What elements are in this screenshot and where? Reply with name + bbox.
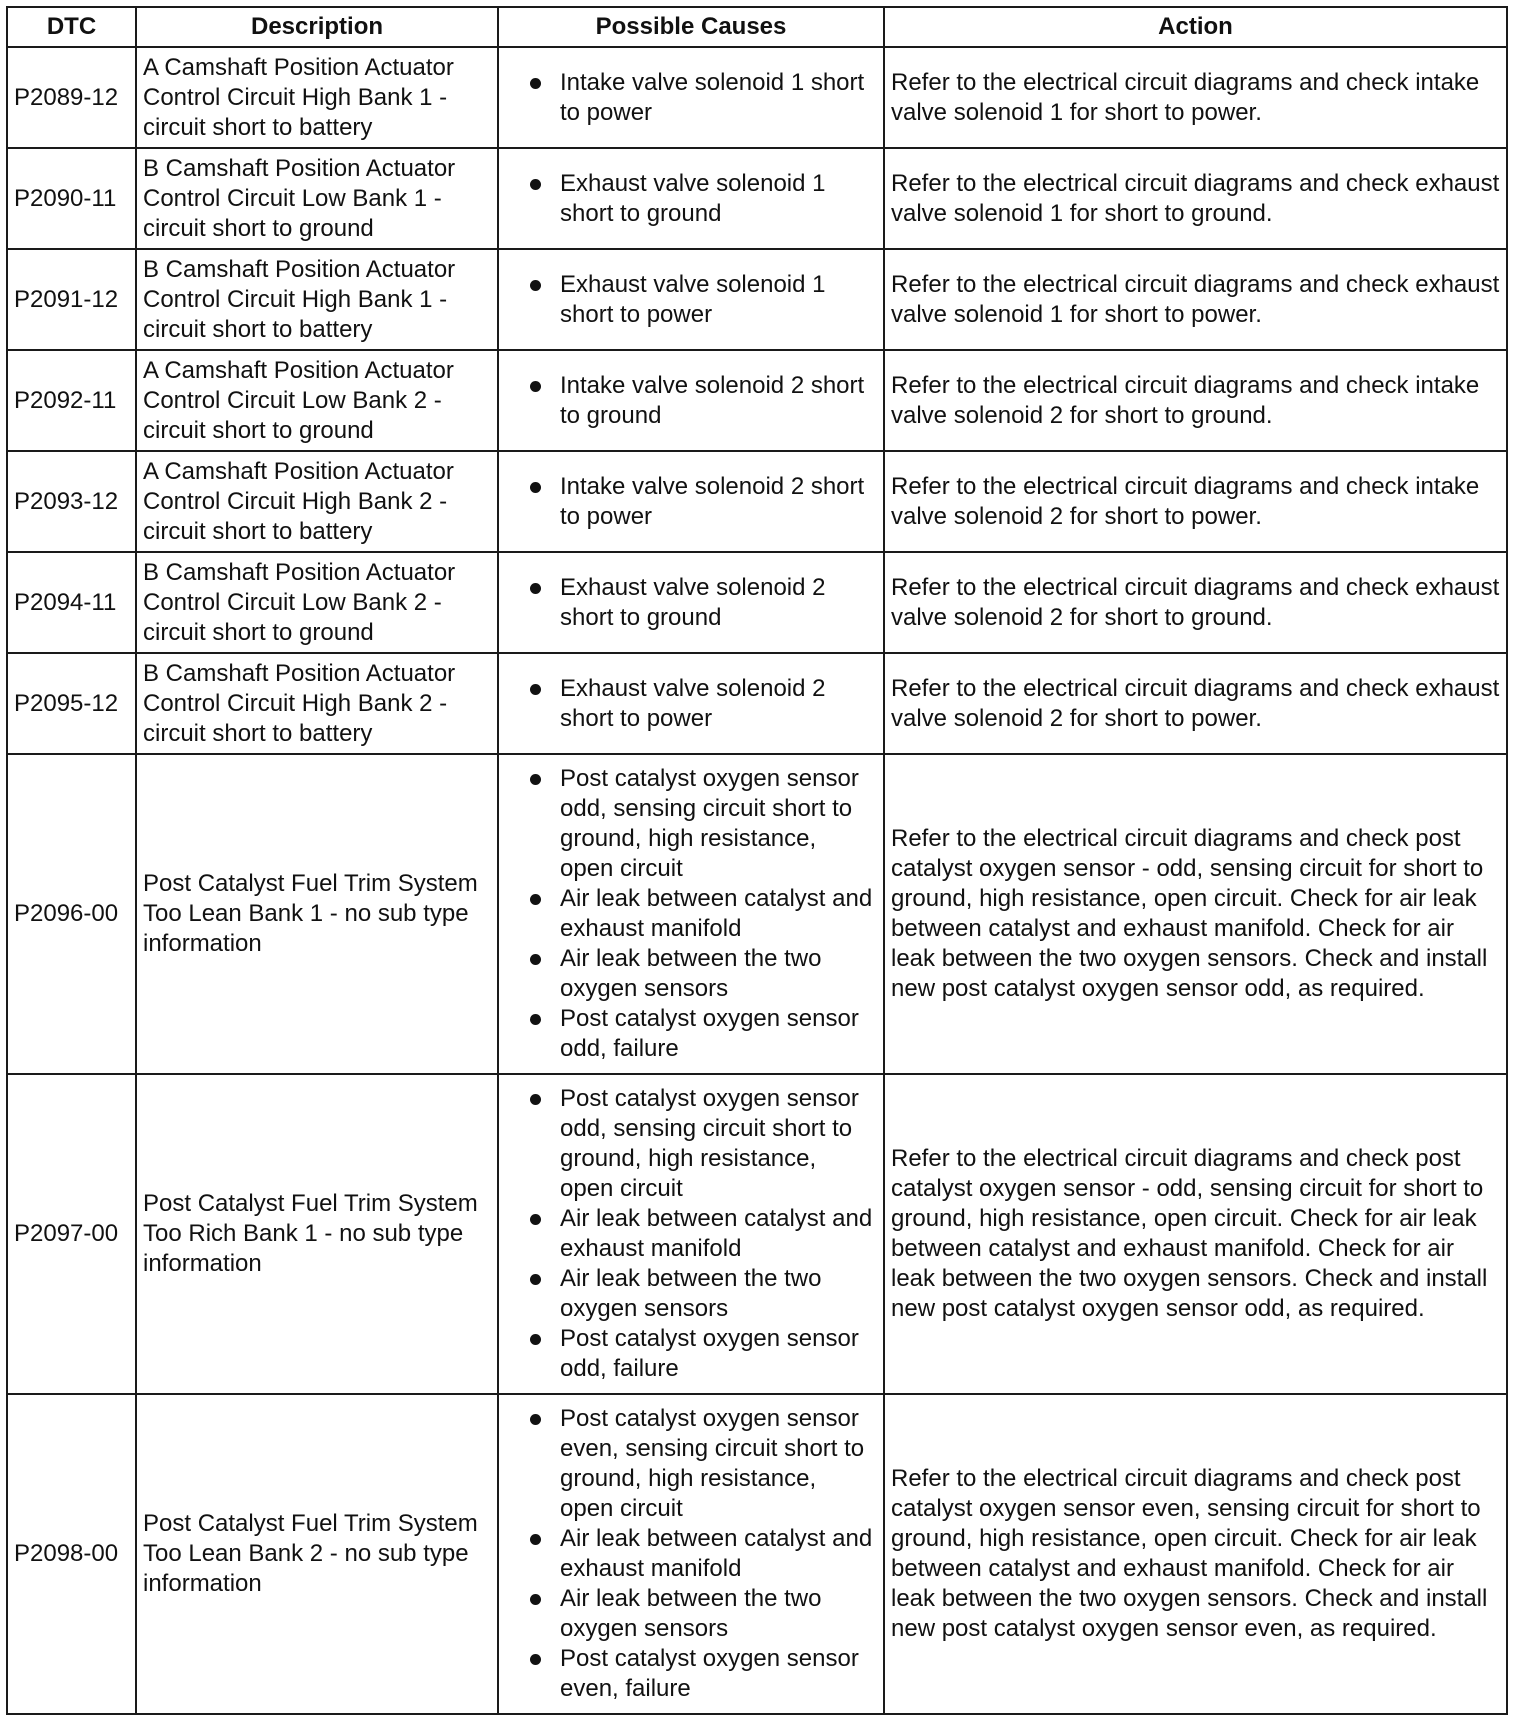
possible-causes-cell	[498, 754, 884, 1074]
cause-item: Air leak between the two oxygen sensors	[505, 1264, 877, 1324]
table-body	[7, 47, 1507, 1714]
dtc-code: P2095-12	[7, 653, 136, 754]
dtc-code: P2092-11	[7, 350, 136, 451]
action-text: Refer to the electrical circuit diagrams and check intake valve solenoid 2 for short to power.	[884, 451, 1507, 552]
cause-item: Air leak between the two oxygen sensors	[505, 944, 877, 1004]
table-row	[7, 1074, 1507, 1394]
dtc-table	[6, 6, 1508, 1715]
dtc-description: A Camshaft Position Actuator Control Circuit High Bank 2 - circuit short to battery	[136, 451, 498, 552]
possible-causes-cell	[498, 148, 884, 249]
dtc-code: P2096-00	[7, 754, 136, 1074]
cause-item: Exhaust valve solenoid 2 short to power	[505, 674, 877, 734]
dtc-description: B Camshaft Position Actuator Control Circuit High Bank 1 - circuit short to battery	[136, 249, 498, 350]
table-row	[7, 451, 1507, 552]
action-text: Refer to the electrical circuit diagrams and check intake valve solenoid 1 for short to power.	[884, 47, 1507, 148]
cause-item: Intake valve solenoid 2 short to power	[505, 472, 877, 532]
dtc-description: Post Catalyst Fuel Trim System Too Lean Bank 2 - no sub type information	[136, 1394, 498, 1714]
table-header	[7, 7, 1507, 47]
possible-causes-cell	[498, 249, 884, 350]
table-row	[7, 249, 1507, 350]
cause-list	[505, 674, 877, 734]
cause-list	[505, 573, 877, 633]
cause-list	[505, 764, 877, 1064]
cause-list	[505, 68, 877, 128]
table-row	[7, 653, 1507, 754]
cause-item: Air leak between the two oxygen sensors	[505, 1584, 877, 1644]
cause-item: Intake valve solenoid 1 short to power	[505, 68, 877, 128]
cause-list	[505, 371, 877, 431]
possible-causes-cell	[498, 1074, 884, 1394]
table-row	[7, 47, 1507, 148]
action-text: Refer to the electrical circuit diagrams and check exhaust valve solenoid 1 for short to ground.	[884, 148, 1507, 249]
dtc-code: P2090-11	[7, 148, 136, 249]
cause-item: Post catalyst oxygen sensor odd, sensing circuit short to ground, high resistance, open circuit	[505, 1084, 877, 1204]
dtc-description: A Camshaft Position Actuator Control Circuit Low Bank 2 - circuit short to ground	[136, 350, 498, 451]
header-row	[7, 7, 1507, 47]
cause-item: Air leak between catalyst and exhaust manifold	[505, 884, 877, 944]
dtc-description: B Camshaft Position Actuator Control Circuit Low Bank 1 - circuit short to ground	[136, 148, 498, 249]
action-text: Refer to the electrical circuit diagrams and check intake valve solenoid 2 for short to ground.	[884, 350, 1507, 451]
cause-list	[505, 270, 877, 330]
action-text: Refer to the electrical circuit diagrams and check exhaust valve solenoid 1 for short to power.	[884, 249, 1507, 350]
cause-list	[505, 1404, 877, 1704]
dtc-code: P2094-11	[7, 552, 136, 653]
dtc-code: P2093-12	[7, 451, 136, 552]
dtc-description: B Camshaft Position Actuator Control Circuit Low Bank 2 - circuit short to ground	[136, 552, 498, 653]
dtc-code: P2089-12	[7, 47, 136, 148]
possible-causes-cell	[498, 350, 884, 451]
header-possible-causes: Possible Causes	[498, 7, 884, 47]
cause-item: Exhaust valve solenoid 2 short to ground	[505, 573, 877, 633]
possible-causes-cell	[498, 1394, 884, 1714]
action-text: Refer to the electrical circuit diagrams and check exhaust valve solenoid 2 for short to power.	[884, 653, 1507, 754]
cause-list	[505, 472, 877, 532]
dtc-description: B Camshaft Position Actuator Control Circuit High Bank 2 - circuit short to battery	[136, 653, 498, 754]
dtc-description: A Camshaft Position Actuator Control Circuit High Bank 1 - circuit short to battery	[136, 47, 498, 148]
possible-causes-cell	[498, 451, 884, 552]
table-row	[7, 148, 1507, 249]
cause-list	[505, 169, 877, 229]
header-dtc: DTC	[7, 7, 136, 47]
table-row	[7, 754, 1507, 1074]
cause-item: Post catalyst oxygen sensor odd, failure	[505, 1004, 877, 1064]
cause-item: Exhaust valve solenoid 1 short to ground	[505, 169, 877, 229]
cause-item: Air leak between catalyst and exhaust manifold	[505, 1524, 877, 1584]
action-text: Refer to the electrical circuit diagrams and check post catalyst oxygen sensor - odd, sensing circuit for short to ground, high resistance, open circuit. Check for air leak between catalyst and exhaust manifold. Check for air leak between the two oxygen sensors. Check and install new post catalyst oxygen sensor odd, as required.	[884, 1074, 1507, 1394]
cause-item: Post catalyst oxygen sensor odd, failure	[505, 1324, 877, 1384]
table-row	[7, 1394, 1507, 1714]
dtc-code: P2097-00	[7, 1074, 136, 1394]
cause-item: Intake valve solenoid 2 short to ground	[505, 371, 877, 431]
action-text: Refer to the electrical circuit diagrams and check exhaust valve solenoid 2 for short to ground.	[884, 552, 1507, 653]
dtc-code: P2091-12	[7, 249, 136, 350]
possible-causes-cell	[498, 653, 884, 754]
possible-causes-cell	[498, 47, 884, 148]
dtc-description: Post Catalyst Fuel Trim System Too Rich Bank 1 - no sub type information	[136, 1074, 498, 1394]
cause-item: Post catalyst oxygen sensor odd, sensing circuit short to ground, high resistance, open circuit	[505, 764, 877, 884]
possible-causes-cell	[498, 552, 884, 653]
action-text: Refer to the electrical circuit diagrams and check post catalyst oxygen sensor - odd, sensing circuit for short to ground, high resistance, open circuit. Check for air leak between catalyst and exhaust manifold. Check for air leak between the two oxygen sensors. Check and install new post catalyst oxygen sensor odd, as required.	[884, 754, 1507, 1074]
cause-item: Air leak between catalyst and exhaust manifold	[505, 1204, 877, 1264]
cause-list	[505, 1084, 877, 1384]
dtc-description: Post Catalyst Fuel Trim System Too Lean Bank 1 - no sub type information	[136, 754, 498, 1074]
header-action: Action	[884, 7, 1507, 47]
cause-item: Post catalyst oxygen sensor even, failure	[505, 1644, 877, 1704]
header-description: Description	[136, 7, 498, 47]
dtc-code: P2098-00	[7, 1394, 136, 1714]
cause-item: Post catalyst oxygen sensor even, sensing circuit short to ground, high resistance, open circuit	[505, 1404, 877, 1524]
action-text: Refer to the electrical circuit diagrams and check post catalyst oxygen sensor even, sensing circuit for short to ground, high resistance, open circuit. Check for air leak between catalyst and exhaust manifold. Check for air leak between the two oxygen sensors. Check and install new post catalyst oxygen sensor even, as required.	[884, 1394, 1507, 1714]
table-row	[7, 350, 1507, 451]
table-row	[7, 552, 1507, 653]
cause-item: Exhaust valve solenoid 1 short to power	[505, 270, 877, 330]
